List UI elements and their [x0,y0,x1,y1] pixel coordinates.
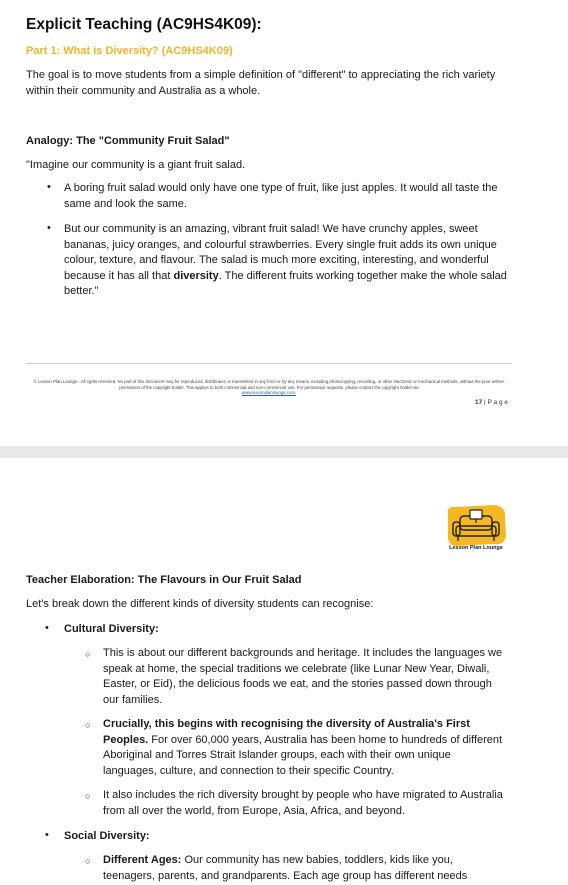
logo-caption: Lesson Plan Lounge [449,545,503,551]
bullet-dot: • [45,829,49,841]
bullet-dot: • [45,622,49,634]
circle-bullet: ○ [85,791,91,801]
bullet-dot: • [47,222,51,234]
footer-divider [26,363,512,364]
page-number: 17 | P a g e [474,399,508,406]
website-link[interactable]: www.lessonplanlounge.com. [241,390,297,396]
diversity-emphasis: diversity [173,269,219,282]
copyright-footer: © Lesson Plan Lounge - All rights reserved. No part of this document may be reproduced, distributed, or transmitted in any form or by any means, including photocopying, recording, or other electronic or mechanical methods, without the prior written permission of the copyright holder. This applies to both commercial and non-commercial use. For permission requests, please contact the copyright holder via www.lessonplanlounge.com. [33,379,505,396]
elaboration-heading: Teacher Elaboration: The Flavours in Our Fruit Salad [26,574,302,586]
bullet-dot: • [47,181,51,193]
circle-bullet: ○ [85,720,91,730]
cultural-diversity-label: Cultural Diversity: [64,623,159,635]
social-diversity-label: Social Diversity: [64,830,150,842]
circle-bullet: ○ [85,856,91,866]
cultural-item-migration: It also includes the rich diversity brought by people who have migrated to Australia from all over the world, from Europe, Asia, Africa, and beyond. [103,789,503,817]
analogy-quote: "Imagine our community is a giant fruit salad. [26,159,246,171]
cultural-item-heritage: This is about our different backgrounds and heritage. It includes the languages we speak at home, the special traditions we celebrate (like Lunar New Year, Diwali, Easter, or Eid), the delicious foods we eat, and the stories passed down through our families. [103,647,503,706]
circle-bullet: ○ [85,649,91,659]
cultural-item-first-peoples: Crucially, this begins with recognising the diversity of Australia's First Peoples. For over 60,000 years, Australia has been home to hundreds of different Aboriginal and Torres Strait Islander groups, each with their own unique languages, culture, and connection to their specific Country. [103,718,503,777]
page-title: Explicit Teaching (AC9HS4K09): [26,16,262,33]
intro-paragraph: The goal is to move students from a simple definition of "different" to appreciating the rich variety within their community and Australia as a whole. [26,69,496,97]
bullet-vibrant-salad: But our community is an amazing, vibrant fruit salad! We have crunchy apples, sweet bananas, juicy oranges, and colourful strawberries. Every single fruit adds its own unique colour, texture, and flavour. The salad is much more exciting, interesting, and wonderful because it has all that diversity. The different fruits working together make the whole salad better." [64,223,507,297]
elaboration-intro: Let's break down the different kinds of diversity students can recognise: [26,598,374,610]
social-item-ages: Different Ages: Our community has new babies, toddlers, kids like you, teenagers, parents, and grandparents. Each age group has different needs [103,854,468,882]
part-heading: Part 1: What is Diversity? (AC9HS4K09) [26,45,233,57]
analogy-heading: Analogy: The "Community Fruit Salad" [26,135,230,147]
bullet-boring-salad: A boring fruit salad would only have one type of fruit, like just apples. It would all taste the same and look the same. [64,182,498,210]
